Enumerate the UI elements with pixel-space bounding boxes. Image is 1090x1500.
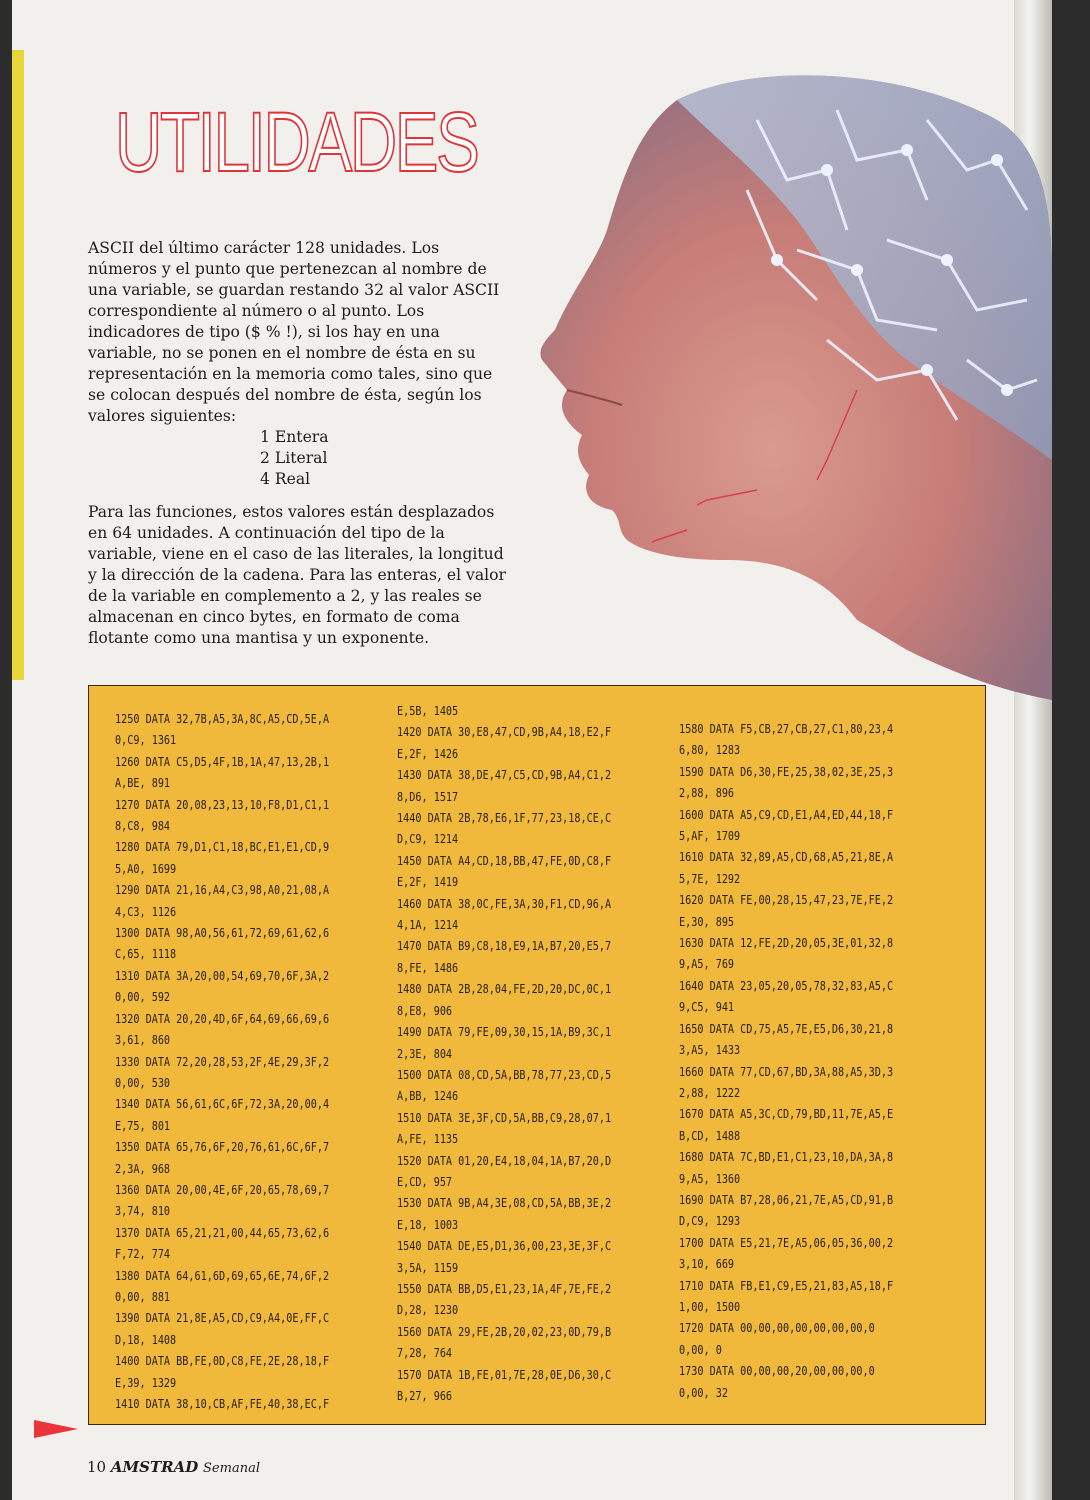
code-line: 1520 DATA 01,20,E4,18,04,1A,B7,20,D (397, 1152, 612, 1168)
code-line: 1430 DATA 38,DE,47,C5,CD,9B,A4,C1,2 (397, 767, 612, 783)
code-line: 3,61, 860 (115, 1032, 171, 1048)
code-line: 6,80, 1283 (679, 742, 741, 758)
type-value-item: 2 Literal (260, 449, 328, 467)
code-line: 1270 DATA 20,08,23,13,10,F8,D1,C1,1 (115, 796, 330, 812)
code-line: D,28, 1230 (397, 1302, 459, 1318)
intro-paragraph: ASCII del último carácter 128 unidades. Los números y el punto que pertenezcan al nombre de una variable, se guardan restando 32 al valor ASCII correspondiente al número o al punto. Los indicadores de tipo ($ % !), si los hay en una variable, no se ponen en el nombre de ésta en su representación en la memoria como tales, sino que se colocan después del nombre de ésta, según los valores siguientes: (88, 239, 500, 425)
code-line: 0,C9, 1361 (115, 732, 177, 748)
code-line: 1650 DATA CD,75,A5,7E,E5,D6,30,21,8 (679, 1020, 894, 1036)
code-line: C,65, 1118 (115, 946, 177, 962)
code-line: 4,C3, 1126 (115, 903, 177, 919)
code-line: 1540 DATA DE,E5,D1,36,00,23,3E,3F,C (397, 1238, 612, 1254)
code-line: 2,3E, 804 (397, 1045, 453, 1061)
code-line: 7,28, 764 (397, 1345, 453, 1361)
code-line: 1250 DATA 32,7B,A5,3A,8C,A5,CD,5E,A (115, 711, 330, 726)
code-line: 1720 DATA 00,00,00,00,00,00,00,0 (679, 1320, 875, 1336)
code-line: 1330 DATA 72,20,28,53,2F,4E,29,3F,2 (115, 1053, 330, 1069)
code-line: 8,E8, 906 (397, 1002, 453, 1018)
code-line: 1690 DATA B7,28,06,21,7E,A5,CD,91,B (679, 1191, 894, 1207)
code-line: 1530 DATA 9B,A4,3E,08,CD,5A,BB,3E,2 (397, 1195, 612, 1211)
code-line: 1310 DATA 3A,20,00,54,69,70,6F,3A,2 (115, 967, 330, 983)
code-line: 1410 DATA 38,10,CB,AF,FE,40,38,EC,F (115, 1396, 330, 1411)
type-value-item: 4 Real (260, 470, 311, 488)
code-line: D,C9, 1293 (679, 1213, 741, 1229)
code-line: 2,88, 1222 (679, 1084, 741, 1100)
code-line: 1340 DATA 56,61,6C,6F,72,3A,20,00,4 (115, 1096, 330, 1112)
code-line: 1490 DATA 79,FE,09,30,15,1A,B9,3C,1 (397, 1024, 612, 1040)
code-column-3 (679, 718, 893, 1403)
page-number: 10 (87, 1458, 107, 1476)
code-line: E,5B, 1405 (397, 703, 459, 718)
head-illustration (527, 60, 1052, 700)
code-line: 1300 DATA 98,A0,56,61,72,69,61,62,6 (115, 925, 330, 941)
code-listing-box (88, 685, 986, 1425)
page-edge-strip (12, 50, 24, 680)
code-line: 1440 DATA 2B,78,E6,1F,77,23,18,CE,C (397, 810, 612, 826)
magazine-subtitle: Semanal (203, 1461, 260, 1476)
code-column-1 (115, 708, 329, 1414)
body-paragraph: Para las funciones, estos valores están desplazados en 64 unidades. A continuación del tipo de la variable, viene en el caso de las literales, la longitud y la dirección de la cadena. Para las enteras, el valor de la variable en complemento a 2, y las reales se almacenan en cinco bytes, en formato de coma flotante como una mantisa y un exponente. (88, 503, 506, 647)
magazine-page (12, 0, 1052, 1500)
code-line: 1420 DATA 30,E8,47,CD,9B,A4,18,E2,F (397, 724, 612, 740)
code-line: 1400 DATA BB,FE,0D,C8,FE,2E,28,18,F (115, 1353, 330, 1369)
code-line: 8,FE, 1486 (397, 959, 459, 975)
code-line: 1570 DATA 1B,FE,01,7E,28,0E,D6,30,C (397, 1366, 612, 1382)
page-marker-arrow (34, 1420, 78, 1438)
code-line: 1500 DATA 08,CD,5A,BB,78,77,23,CD,5 (397, 1066, 612, 1082)
code-line: 1290 DATA 21,16,A4,C3,98,A0,21,08,A (115, 882, 330, 898)
code-line: 2,3A, 968 (115, 1160, 171, 1176)
code-line: 1470 DATA B9,C8,18,E9,1A,B7,20,E5,7 (397, 938, 612, 954)
code-column-2 (397, 700, 611, 1406)
code-line: 1360 DATA 20,00,4E,6F,20,65,78,69,7 (115, 1181, 330, 1197)
code-line: 1510 DATA 3E,3F,CD,5A,BB,C9,28,07,1 (397, 1109, 612, 1125)
code-line: F,72, 774 (115, 1246, 171, 1262)
code-line: 1,00, 1500 (679, 1298, 741, 1314)
code-line: B,CD, 1488 (679, 1127, 741, 1143)
code-line: 9,C5, 941 (679, 999, 735, 1015)
code-line: 3,10, 669 (679, 1256, 735, 1272)
code-line: 1390 DATA 21,8E,A5,CD,C9,A4,0E,FF,C (115, 1310, 330, 1326)
code-line: 1640 DATA 23,05,20,05,78,32,83,A5,C (679, 977, 894, 993)
code-line: 1350 DATA 65,76,6F,20,76,61,6C,6F,7 (115, 1139, 330, 1155)
code-line: 0,00, 32 (679, 1384, 728, 1400)
code-line: 0,00, 592 (115, 989, 171, 1005)
code-line: 1610 DATA 32,89,A5,CD,68,A5,21,8E,A (679, 849, 894, 865)
code-line: 1600 DATA A5,C9,CD,E1,A4,ED,44,18,F (679, 806, 894, 822)
code-line: 0,00, 530 (115, 1074, 171, 1090)
type-values-list (260, 427, 508, 490)
code-line: 1480 DATA 2B,28,04,FE,2D,20,DC,0C,1 (397, 981, 612, 997)
code-line: 1560 DATA 29,FE,2B,20,02,23,0D,79,B (397, 1323, 612, 1339)
code-line: 1370 DATA 65,21,21,00,44,65,73,62,6 (115, 1224, 330, 1240)
code-line: 4,1A, 1214 (397, 917, 459, 933)
magazine-name: AMSTRAD (110, 1458, 199, 1476)
code-line: 5,A0, 1699 (115, 860, 177, 876)
code-line: 1320 DATA 20,20,4D,6F,64,69,66,69,6 (115, 1010, 330, 1026)
code-line: 8,C8, 984 (115, 818, 171, 834)
code-line: E,2F, 1419 (397, 874, 459, 890)
code-line: 0,00, 0 (679, 1341, 722, 1357)
code-line: 1450 DATA A4,CD,18,BB,47,FE,0D,C8,F (397, 852, 612, 868)
code-line: 0,00, 881 (115, 1288, 171, 1304)
code-line: 1710 DATA FB,E1,C9,E5,21,83,A5,18,F (679, 1277, 894, 1293)
code-line: D,18, 1408 (115, 1331, 177, 1347)
code-line: E,30, 895 (679, 913, 735, 929)
section-title: UTILIDADES (115, 95, 478, 189)
code-line: 1660 DATA 77,CD,67,BD,3A,88,A5,3D,3 (679, 1063, 894, 1079)
page-footer (87, 1458, 260, 1476)
code-line: 1680 DATA 7C,BD,E1,C1,23,10,DA,3A,8 (679, 1149, 894, 1165)
code-line: 9,A5, 769 (679, 956, 735, 972)
code-line: 1260 DATA C5,D5,4F,1B,1A,47,13,2B,1 (115, 753, 330, 769)
code-line: 9,A5, 1360 (679, 1170, 741, 1186)
code-line: 1670 DATA A5,3C,CD,79,BD,11,7E,A5,E (679, 1106, 894, 1122)
type-value-item: 1 Entera (260, 428, 329, 446)
code-line: E,18, 1003 (397, 1216, 459, 1232)
code-line: 1700 DATA E5,21,7E,A5,06,05,36,00,2 (679, 1234, 894, 1250)
code-line: A,BE, 891 (115, 775, 171, 791)
code-line: 1730 DATA 00,00,00,20,00,00,00,0 (679, 1363, 875, 1379)
article-text (88, 238, 508, 649)
code-line: 1580 DATA F5,CB,27,CB,27,C1,80,23,4 (679, 721, 894, 736)
code-line: E,75, 801 (115, 1117, 171, 1133)
code-line: E,2F, 1426 (397, 745, 459, 761)
code-line: 5,AF, 1709 (679, 828, 741, 844)
code-line: 1590 DATA D6,30,FE,25,38,02,3E,25,3 (679, 763, 894, 779)
code-line: 1630 DATA 12,FE,2D,20,05,3E,01,32,8 (679, 935, 894, 951)
code-line: E,39, 1329 (115, 1374, 177, 1390)
code-line: 3,A5, 1433 (679, 1042, 741, 1058)
code-line: 1550 DATA BB,D5,E1,23,1A,4F,7E,FE,2 (397, 1280, 612, 1296)
code-line: 5,7E, 1292 (679, 870, 741, 886)
code-line: 1380 DATA 64,61,6D,69,65,6E,74,6F,2 (115, 1267, 330, 1283)
code-line: 1280 DATA 79,D1,C1,18,BC,E1,E1,CD,9 (115, 839, 330, 855)
code-line: 8,D6, 1517 (397, 788, 459, 804)
code-line: D,C9, 1214 (397, 831, 459, 847)
code-line: A,BB, 1246 (397, 1088, 459, 1104)
code-line: B,27, 966 (397, 1388, 453, 1403)
code-line: E,CD, 957 (397, 1173, 453, 1189)
code-line: 1620 DATA FE,00,28,15,47,23,7E,FE,2 (679, 892, 894, 908)
code-line: 3,5A, 1159 (397, 1259, 459, 1275)
code-line: 3,74, 810 (115, 1203, 171, 1219)
code-line: 1460 DATA 38,0C,FE,3A,30,F1,CD,96,A (397, 895, 612, 911)
code-line: A,FE, 1135 (397, 1131, 459, 1147)
code-line: 2,88, 896 (679, 785, 735, 801)
